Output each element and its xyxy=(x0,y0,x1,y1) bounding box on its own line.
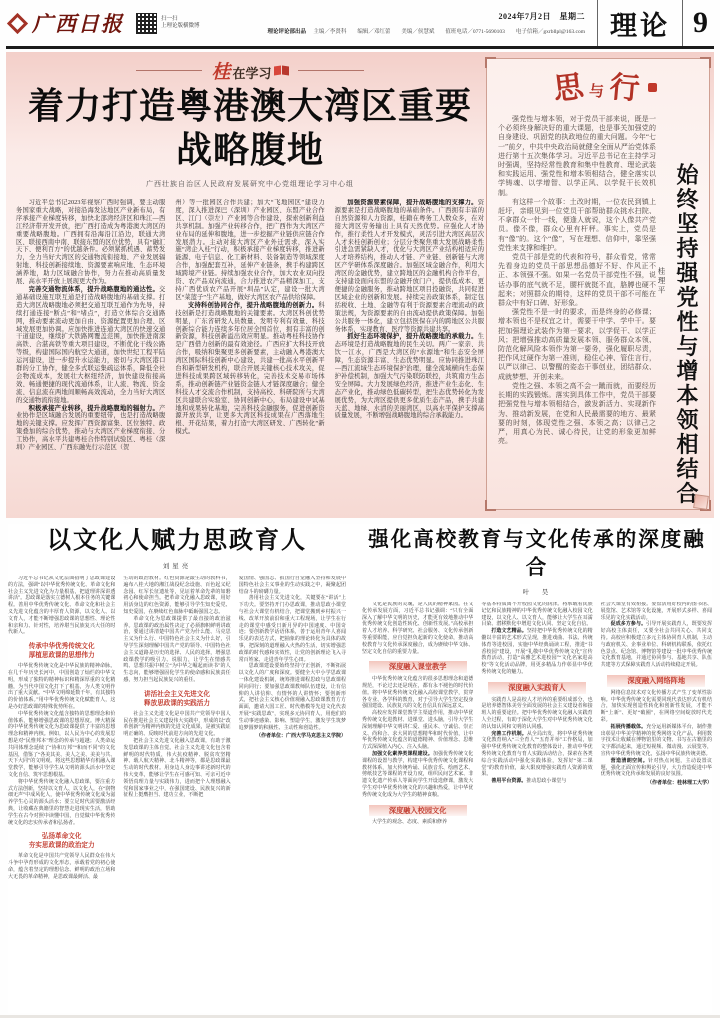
badge-text-red: 桂 xyxy=(211,61,231,83)
body-paragraph: 文化是民族的灵魂，是人民的精神家园。在文化传承发展方面，习近平总书记强调：“只有全面深入了解中华文明的历史，才能更有效地推动中华优秀传统文化创造性转化、创新性发展。”高校承担着人才培养、科学研究、社会服务、文化传承创新等重要职能，应自觉担负起新的文化使命，推动高校教育与文化传承深度融合，成为赓续中华文脉、坚定文化自信的重要力量。 xyxy=(362,602,474,655)
section-subhead: 深度融入实践育人 xyxy=(488,682,586,694)
sixing-logo xyxy=(545,63,665,109)
article-left-columns xyxy=(8,576,346,1013)
header-info xyxy=(267,11,585,35)
section-subhead: 深度融入校园文化 xyxy=(369,805,467,817)
article-right xyxy=(362,524,712,1013)
qr-caption xyxy=(161,16,200,30)
dept-label: 理论评论部出品 xyxy=(267,29,306,35)
body-paragraph: 善用社会主义先进文化，关键要在“讲活”上下功夫。要坚持开门办思政课，推动思政小课堂与社会大课堂有机结合，把课堂搬到乡村振兴一线、改革开放前沿和重大工程现场，让学生在行走的课堂中感受日新月异的中国速度、中国奇迹；要创新教学话语体系，善于运用青年人喜闻乐见的表达方式，把抽象的理论转化为具体的故事，把深刻的道理融入火热的生活，切实增强思政课的时代感和实效性，让党的创新理论飞入寻常百姓家、走进青年学生心田。 xyxy=(238,596,346,663)
sixing-essay-box xyxy=(486,58,710,510)
body-paragraph: 爱国情、强国志、报国行自觉融入坚持和发展中国特色社会主义事业的生动实践之中，凝聚起团结奋斗的磅礴力量。 xyxy=(238,576,346,595)
body-paragraph: 把社会主义先进文化融入思政课，有助于激发思政课的主体自觉。社会主义先进文化包含着鲜明的时代特质，伟大抗疫精神、脱贫攻坚精神、载人航天精神、北斗精神等，都是思政课最生动的时代教材。用身边人身边事讲述新时代的伟大变革，能够让学生在可感可知、可亲可近中领悟真理力量与实践伟力，进而把个人理想融入党和国家事业之中，在强国建设、民族复兴的新征程上挺膺担当、建功立业，不断把 xyxy=(123,738,231,799)
lead-column-1 xyxy=(16,199,165,551)
author-attribution: （作者单位：桂林理工大学） xyxy=(646,781,712,787)
lead-article xyxy=(16,58,484,551)
article-left-column-3 xyxy=(239,576,346,1013)
body-paragraph: 中华优秀传统文化蕴含独特的思想理念和价值体系，能够增强思政课的思想厚度。博大精深的中华优秀传统文化为思政课提供了丰富的思想理念和精神内核。例如，以人民为中心的发展思想是对“民惟邦本”理念的传承与超越；人类命运共同体理念延续了“协和万邦”“和而不同”的文化基因，借鉴了“各美其美、美人之美、美美与共、天下大同”的文明观。将这些思想精华有机融入课堂教学，能够引导学生从文明的源头活水中坚定文化自信、筑牢思想根基。 xyxy=(8,711,116,778)
body-paragraph: 积极承接产业转移，提升战略腹地的辐射力。产业协作是区域融合发展的重要纽带，也是打造战略腹地的关键支撑。应发挥广西资源富集、区位独特、政策叠加的综合优势，推动与大湾区产业梯度衔接、分工协作，高水平共建粤桂合作特别试验区、粤桂（深圳）产业园区、广西东融先行示范区（贺 xyxy=(16,404,166,452)
body-paragraph: 生动的政治教材。红色资源是最生动的教科书，遍布八桂大地的湘江战役纪念设施、百色起义纪念园、红军长征遗址等，见证着革命先辈的如磐初心和使命担当。把革命文化融入思政课，用好用活身边的红色资源，能够引导学生知史爱党、知史爱国，在赓续红色血脉中砥砺强国之志。 xyxy=(123,576,231,615)
body-paragraph: 强党性与增本领，对于党员干部来说，既是一个必须终身解决好的重大课题，也是事关加强党的自身建设、巩固党的执政地位的重大问题。今年“七一”前夕，中共中央政治局就健全全面从严治党体系进行第十五次集体学习。习近平总书记在主持学习时强调，坚持经常性教育和集中性教育、理论武装和实践运用、强党性和增本领相结合，健全落实以学铸魂、以学增智、以学正风、以学促干长效机制。 xyxy=(498,115,656,197)
article-left-author: 刘星亮 xyxy=(162,563,192,570)
page-number: 9 xyxy=(693,6,708,39)
diamond-logo-icon xyxy=(7,12,28,33)
staff-names: 主编／李贤科 编辑／邓红蕾 美编／侯慧斌 值班电话／0771-5690103 电子信箱／gxrbllpl@163.com xyxy=(313,29,585,35)
article-right-column-3 xyxy=(601,602,712,1013)
section-subhead: 深度融入网络阵地 xyxy=(607,675,705,687)
article-right-headline: 强化高校教育与文化传承的深度融合 xyxy=(368,529,706,579)
body-paragraph: 高校应发挥课堂教学主渠道作用，推动中华优秀传统文化进教材、进课堂、进头脑，引导大学生深刻理解中华文明讲仁爱、重民本、守诚信、崇正义、尚和合、求大同的思想精华和时代价值，让中华优秀传统文化蕴含的道德精神、价值理念、思维方式深深植入内心、注入头脑。 xyxy=(362,711,474,751)
series-badge-row xyxy=(16,58,484,82)
body-paragraph: 习近平总书记从文化层面指明了思政课建设的方法，强调“以中华优秀传统文化、革命文化和社会主义先进文化为力量根基，把道理讲深讲透讲活”。思政课是落实立德树人根本任务的关键课程。善用中华优秀传统文化、革命文化和社会主义先进文化蕴含的丰厚育人资源，以文化人、以文育人，才能不断增强思政课的思想性、理论性和亲和力、针对性，培养堪当民族复兴大任的时代新人。 xyxy=(8,576,116,636)
body-paragraph: 党员干部是党的代表和符号，群众看党，常常先看身边的党员干部思想品德好不好、作风正不正、本领强不强。如果一名党员干部党性不强，说话办事的底气就不足，腰杆就挺不直，胳膊也硬不起来；对照群众的期待，这样的党员干部不可能在群众中有好口碑、好形象。 xyxy=(498,253,656,308)
section-subhead: 深度融入课堂教学 xyxy=(369,661,467,673)
sixing-logo-char3: 行 xyxy=(608,70,642,107)
paper-logo xyxy=(10,8,124,38)
body-paragraph: 支持科创协同合作，提升战略腹地的创新力。科技创新是打造战略腹地的关键要素。大湾区科创优势明显，广东省研发人员数量、发明专利有效量、科技创新综合能力连续多年位居全国首位，拥有丰富的创新资源，科技创新溢出效应明显。推动粤桂科技协作是广西借力创新的最有效途径。广西应扩大科技开放合作，吸纳和集聚更多创新要素，主动融入粤港澳大湾区国际科技创新中心建设，共建一批高水平创新平台和新型研发机构，联合开展关键核心技术攻关，促进科技成果跨区域转移转化，完善技术交易市场体系，推动创新链产业链资金链人才链深度融合；健全科技人才交流合作机制，支持高校、科研院所与大湾区共建联合实验室、协同创新中心，布局建设中试基地和成果转化基地，完善科技金融服务，促进创新资源开放共享，让更多大湾区科技成果在广西落地生根、开花结果，着力打造“大湾区研发、广西转化”新模式。 xyxy=(175,301,325,436)
bottom-articles-zone xyxy=(8,524,712,1013)
sixing-logo-char2: 与 xyxy=(588,83,604,100)
article-right-author: 叶 昊 xyxy=(522,589,552,596)
section-subhead: 传承中华优秀传统文化 厚植思政课的思想伟力 xyxy=(28,643,95,660)
body-paragraph: 加强资源要素保障，提升战略腹地的支撑力。资源要素是打造战略腹地的基础条件。广西拥有丰富的自然资源和人力资源，桂籍在粤务工人数众多，在对接大湾区劳务输出上具有天然优势。应强化人才协作，推行柔性人才开发模式，灵活引进大湾区高层次人才来桂创新创业；分层分类聚焦重大发展战略柔性引进急需紧缺人才，优化与大湾区产业结构相适应的人才培养结构，推动人才链、产业链、创新链与大湾区产学研体系深度融合。加强区域金融合作，利用大湾区的金融优势，建立跨地区的金融机构合作平台，支持建设面向东盟的金融开放门户，提供低成本、更便捷的金融服务，推动跨地区项目投融资，共同促进区域企业的创新和发展。持续完善政策体系，制定包括税收、土地、金融等有利于资源要素合理流动的政策法规，为资源要素的自由流动提供政策保障。加强公共服务一体化，建立包括医保在内的跨地区公共服务体系，实现教育、医疗等资源共建共享。 xyxy=(334,199,484,333)
article-left-column-1 xyxy=(8,576,115,1013)
body-paragraph: 思政课建设要始终坚持守正创新，不断拓展以文化人的广度和深度。要健全大中小学思政课一体化建设机制，统筹推进课程思政与思政课程同向同行；要加强思政课教师队伍建设，让有信仰的人讲信仰、有情怀的人讲情怀；要创新形式，把社会主义核心价值观融入思政课教育方方面面，邀请大国工匠、时代楷模等先进文化代表开展“实践思政”，实现多元协同育人，用他们的生动事迹感染、影响、塑造学生，激发学生筑梦追梦圆梦的积极性、主动性和创造性。 xyxy=(238,664,346,731)
sixing-body xyxy=(498,115,656,501)
body-paragraph: 社会大课堂有效衔接。要盘活用好校内的图书馆、展览馆、艺术馆等文化设施，开展形式多样、喜闻乐见的文化实践活动。 xyxy=(600,602,712,621)
article-right-column-2 xyxy=(481,602,592,1013)
qr-caption-line1: 扫一扫 xyxy=(161,16,178,22)
body-paragraph: 革命文化为思政课提供了最直接的政治滋养。思政课的政治属性决定了必须旗帜鲜明讲政治，要通过讲清楚中国共产党为什么能、马克思主义为什么行、中国特色社会主义为什么好，引导学生深刻理解中国共产党的领导、中国特色社会主义道路是历史的选择、人民的选择，增强思政课教学的吸引力、说服力，让学生在情感共鸣、思想共振中树立“为中华之崛起而读书”的人生志向，能够增强固化学生的使命感和民族责任感，努力担当起民族复兴的重任。 xyxy=(123,616,231,683)
lead-columns xyxy=(16,199,484,551)
body-paragraph: 抓好生态环境保护，提升战略腹地的承载力。生态环境是打造战略腹地的民生关切。两广一家亲、共饮一江水，广西是大湾区的“水源地”和生态安全屏障，生态资源丰富、生态优势明显。应协同推进珠江—西江流域生态环境保护治理，健全流域横向生态保护补偿机制，加强大气污染联防联控，共筑南方生态安全屏障。大力发展绿色经济，推进产业生态化、生态产业化，推动绿色低碳转型，把生态优势转化为发展优势，为大湾区提供更多优质生态产品，携手共建天蓝、地绿、水清的美丽湾区，以高水平保护支撑高质量发展，不断增强战略腹地的综合承载能力。 xyxy=(334,333,484,420)
body-paragraph: 大学生的观念、态度、素质和修养 xyxy=(372,820,448,826)
body-paragraph: 网络信息技术对文化传播方式产生了变革性影响。中华优秀传统文化需要同现代表达形式有机结合，加快实现创造性转化和创新性发展，才能不断“上新”、更好“破圈”，在网络空间绽放时代光彩。 xyxy=(600,690,712,723)
body-paragraph: 社会主义先进文化是中国共产党领导中国人民在推进社会主义建设伟大实践中，形成的以“改革创新”为精神内核的先进文化成果，是被实践证明正确的、反映时代前进方向的先进文化。 xyxy=(123,711,231,738)
body-paragraph: 革命文化是中国共产党领导人民群众在伟大斗争中孕育形成的文化形态，承载着党的初心使命，蕴含着坚定的理想信念、鲜明的政治立场和大无畏的革命精神，是思政课最鲜活、最 xyxy=(8,854,116,880)
red-seal-icon xyxy=(648,83,657,92)
section-subhead: 弘扬革命文化 夯实思政课的政治定力 xyxy=(28,833,95,850)
lead-column-2 xyxy=(175,199,324,551)
masthead-bar xyxy=(0,0,720,46)
body-paragraph: 拓展传播载体。充分运用新媒体平台，制作推出彰显中华美学精神的优秀网络文化产品，利用数字技术让收藏在博物馆里的文物、书写在古籍里的文字都活起来，通过短视频、微动漫、云展览等，宣传中华优秀传统文化，弘扬中华民族传统美德。 xyxy=(600,724,712,757)
article-left-column-2 xyxy=(123,576,230,1013)
body-paragraph: 促成多方参与。引导开展实践育人，既要发挥好高校主体责任，又要全社会共同关心、共同支持。高校应积极建立多元主体协同育人机制，主动与政府机关、企事业单位、科研机构联系，依托红色景点、纪念馆、博物馆等建设一批中华优秀传统文化教育基地，并通过协同参与、基地共享、队伍共建等方式保障实践育人活动持续稳定开展。 xyxy=(600,622,712,669)
staff-line xyxy=(267,27,585,35)
body-paragraph: 中华优秀传统文化蕴含的很多思想理念和道德规范，不论过去还是现在，都有永不褪色的时代价值。将中华优秀传统文化融入高校课堂教学，贯穿各专业、各学科的教育，对于引导大学生坚定投身强国建设、民族复兴的文化自信具有深远意义。 xyxy=(362,677,474,710)
body-paragraph: 等基本特质离不开校园文化的润泽。将承载着民族记忆和民族精神的中华优秀传统文化融入校园文化建设，以文化人、以文育人，能够让大学生在耳濡目染、潜移默化中增进文化认同、坚定文化自信。 xyxy=(481,602,593,628)
lead-headline: 着力打造粤港澳大湾区重要战略腹地 xyxy=(27,85,472,170)
badge-text: 在学习 xyxy=(232,65,272,81)
book-icon xyxy=(274,65,289,76)
date-line: 2024年7月2日 星期二 xyxy=(498,12,585,21)
paper-name: 广西日报 xyxy=(32,12,124,36)
frame-corner-icon xyxy=(485,500,496,511)
qr-code-icon xyxy=(136,13,157,34)
body-paragraph: 打造文艺精品。坚持把中华优秀传统文化的精髓以丰富的艺术形式呈现，推进戏曲、书法、传统体育等进校园，实施中华经典诵读工程，推进“书香校园”建设，开展“礼敬中华优秀传统文化”宣传教育活动，打造“高雅艺术进校园”“文化名家进高校”等文化活动品牌，用更多精品力作彰显中华优秀传统文化的魅力。 xyxy=(481,629,593,675)
qr-caption-line2: 上理论版横微博 xyxy=(161,23,200,29)
sixing-logo-char1: 思 xyxy=(551,70,586,107)
body-paragraph: 将中华优秀传统文化融入思政课，要注重方式方法创新，坚持以文育人、以文化人，在“润物细无声”中成风化人，使中华优秀传统文化成为滋养学生心灵的源头活水；要立足时代需要激活经典，让收藏在典籍里的智慧走进现实生活，帮助学生在古今对照中读懂中国，自觉做中华优秀传统文化的忠实传承者和弘扬者。 xyxy=(8,779,116,826)
body-paragraph: 强党性不是一时的要求，而是终身的必修课；增本领也不是权宜之计，需要干中学、学中干。要把加强理论武装作为第一要求，以学促干、以学正风；把增强推动高质量发展本领、服务群众本领、防范化解风险本领作为第一要务，强化履职尽责，把作风过硬作为第一准则，稳住心神、管住言行，以严以律己、以警醒的姿态干事创业，团结群众、成就梦想、开创未来。 xyxy=(498,308,656,381)
section-subhead: 讲活社会主义先进文化 释放思政课的实践活力 xyxy=(144,690,210,707)
qr-block xyxy=(136,13,200,34)
badge-line-left xyxy=(136,70,202,71)
body-paragraph: 加强文化素养类课程建设。加强优秀传统文化课程的设置与教学，构建中华优秀传统文化课程和教材体系，加大传统吟诵、民族音乐、绘画艺术、剪纸技艺等课程的开设力度，组织民间艺术家、非遗文化遗产传承人等面向学生开设选修课，激发大学生对中华优秀传统文化的兴趣和热爱，让中华优秀传统文化成为大学生的精神食粮。 xyxy=(362,751,474,798)
body-paragraph: 营造清朗空间。针对热点问题，主动设置议题，强化正面宣传和舆论引导，大力营造促进中华优秀传统文化传承和发展的良好氛围。 xyxy=(600,758,712,778)
author-attribution: （作者单位：广西大学马克思主义学院） xyxy=(255,734,346,740)
sixing-author: 桂理平 xyxy=(657,267,666,296)
section-name: 理论 xyxy=(597,0,683,47)
body-paragraph: 党性之强、本领之高不会一蹴而就，而要经历长期的实践锻炼。落实到具体工作中，党员干部要把强党性与增本领相结合，激发新活力、实现新作为、推动新发展，在党和人民最需要的地方、最紧要的时刻，体现党性之强、本领之高；以律己之严，用真心为民、诚心待民，让党的形象更加鲜亮。 xyxy=(498,381,656,446)
body-paragraph: 有这样一个故事：土改时期，一位农民到镇上赶圩，亲眼见到一位党员干部帮助群众挑水扫院、不拿群众一针一线，便逢人就说，这个人像共产党员。像不像，群众心里有杆秤。事实上，党员是有“像”的。这个“像”，写在理想、信仰中，靠坚强党性来支撑和维护。 xyxy=(498,197,656,252)
series-badge xyxy=(211,57,288,84)
article-left xyxy=(8,524,346,1013)
body-paragraph: 善用平台资源。推动思政小课堂与 xyxy=(491,779,567,785)
article-left-headline: 以文化人赋力思政育人 xyxy=(47,528,307,554)
frame-corner-icon xyxy=(485,57,496,68)
sixing-vertical-title: 始终坚持强党性与增本领相结合 xyxy=(674,163,699,506)
top-feature-zone xyxy=(6,52,714,518)
body-paragraph: 中华优秀传统文化是中华民族的精神命脉。在几千年历史长河中，中国创造了灿烂的中华文明，形成了独特的精神标识和精深厚重的文化精髓，为当代中国文化打下了根基，为人类文明作出了重大贡献。“中华文明绵延数千年，有其独特的价值体系。”用中华优秀传统文化赋能育人，这是办好思政课的特殊优势所在。 xyxy=(8,664,116,710)
frame-corner-icon xyxy=(700,57,711,68)
body-paragraph: 习近平总书记2023年视察广西时强调，要主动服务国家重大战略，对接沿海发达地区产业新布局，有序承接产业梯度转移，加快北部湾经济区和珠江—西江经济带开发开放，把广西打造成为粤港澳大湾区的重要战略腹地。广西拥有沿海沿江沿边，联通大湾区、联接西南中南、联接东盟的区位优势，具有“融汇天下、便利百方”的优越条件。必须紧抓机遇、蓄势发力，全力当好大湾区的交通物流衔接地、产业发展辐射地、科技创新接续地、资源要素响应地、生态环境涵养地，助力区域融合协作，努力在推动高质量发展、高水平开放上展现更大作为。 xyxy=(16,199,166,286)
lead-byline: 广西壮族自治区人民政府发展研究中心党组理论学习中心组 xyxy=(146,180,354,188)
body-paragraph: 实践育人是高校人才培养的重要组成部分，也是培养德智体美劳全面发展的社会主义建设者和接班人的重要途径。把中华优秀传统文化融入实践育人全过程，有助于深化大学生对中华优秀传统文化的认知认同和文明的认同感。 xyxy=(481,697,593,730)
body-paragraph: 州）等一批园区合作共建；加大“飞地园区”建设力度，深入推进深巴（深圳）产业园区、东盟产业合作区、江门（崇左）产业园等合作建设，探索创新利益共享机制。加强产业转移合作，把广西作为大湾区产业布局的延伸和腹地，进一步挖掘产业链供应链合作发展潜力。主动对接大湾区产业外迁需求，深入实施“湾企入桂”行动，积极承接产业梯度转移，推进新能源、电子信息、化工新材料、装备制造等领域深度合作，加强配套互补，延伸产业链条，携手构建跨区域跨境产业链。持续加强农业合作，加大农业双向投资、农产品双向流通，合力推进农产品精深加工，支持广西优质农产品开展“圳品”认定，建设一批大湾区“菜篮子”生产基地，做好大湾区农产品供给保障。 xyxy=(175,199,325,301)
lead-column-3 xyxy=(335,199,484,551)
header-rule xyxy=(6,46,714,49)
badge-line-right xyxy=(298,70,364,71)
article-right-columns xyxy=(362,602,712,1013)
body-paragraph: 完善交通物流体系，提升战略腹地的通达性。交通基础设施互联互通是打造战略腹地的基础支撑。打造大湾区战略腹地必须把交通互联互通作为先导，持续打通连接“断点”和“堵点”，打造立体综合交通路网，推动要素流动更加自由、资源配置更加合理、区域发展更加协调。应加快推进连通大湾区的快速交通干道建设，继续扩大铁路网覆盖范围，加快推进南深高铁、合湛高铁等重大项目建设，不断优化干线公路等级，构建国际国内航空大通道，加快世纪工程平陆运河建设，进一步提升水运能力，密切与大湾区港口群的分工协作，健全多式联运集疏运体系，降低全社会物流成本，发展壮大枢纽经济，加快建设衔接高效、畅通便捷的现代流通体系，让人流、物流、资金流、信息流在两地间顺畅高效流动，全力当好大湾区的交通物流衔接地。 xyxy=(16,285,166,404)
body-paragraph: 完善工作机制。从全局出发，将中华优秀传统文化教育纳入“三全育人”“五育并举”工作格局，加强中华优秀传统文化教育的整体设计，推动中华优秀传统文化教育与育人实践活动结合，探索在各类综合实践活动中强化实践体验，发挥好“第二课堂”的教育价值，最大限度增强实践育人资源的效果。 xyxy=(481,731,593,778)
article-right-column-1 xyxy=(362,602,473,1013)
